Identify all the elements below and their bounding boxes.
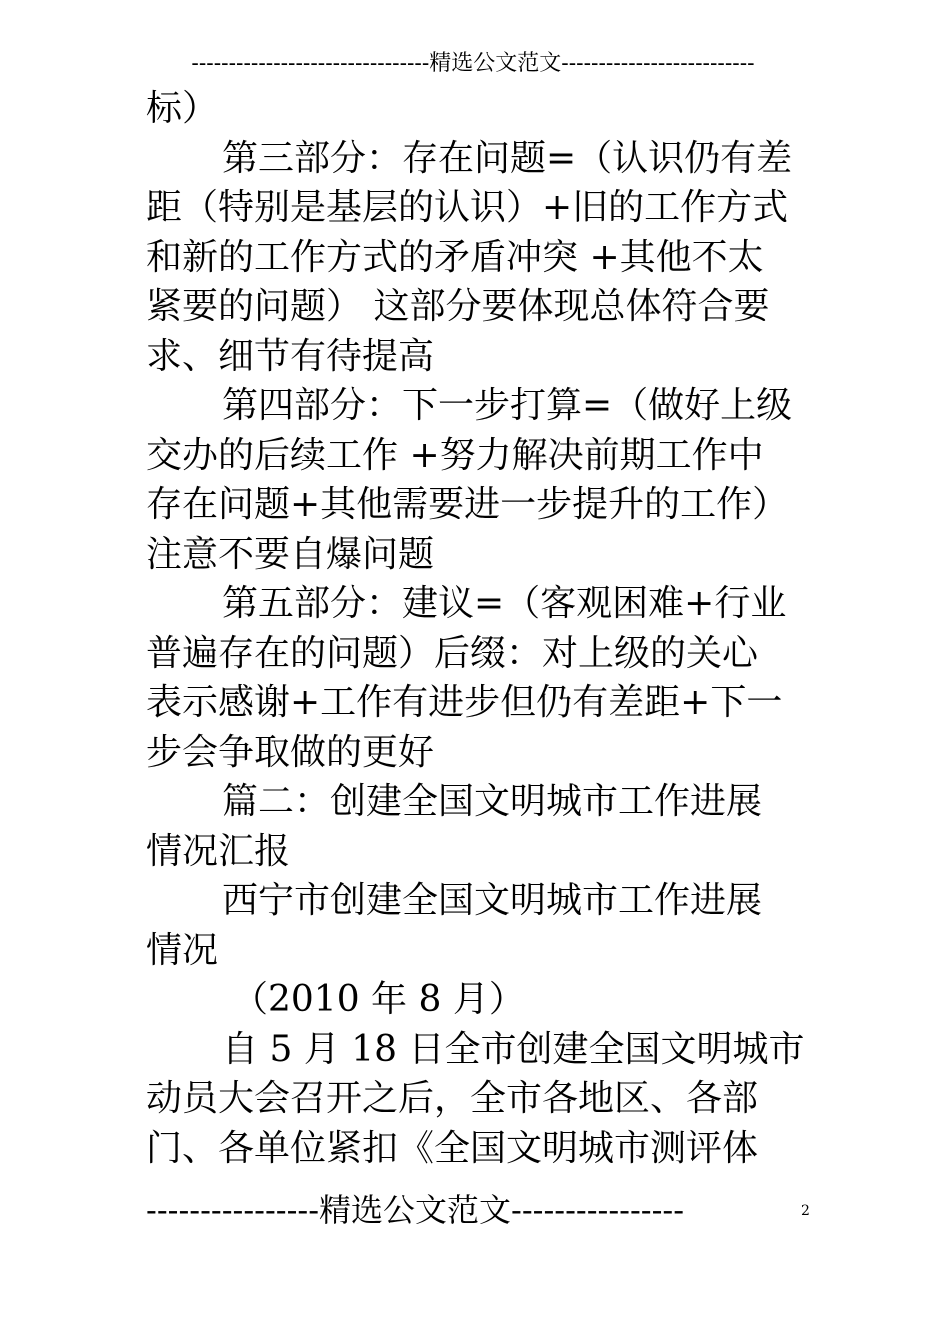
document-body	[146, 84, 808, 1173]
text-line: 动员大会召开之后，全市各地区、各部	[146, 1078, 759, 1119]
page-footer: ----------------精选公文范文----------------	[146, 1191, 685, 1229]
text-line: 第四部分：下一步打算=（做好上级	[222, 385, 793, 426]
text-line: 求、细节有待提高	[146, 335, 435, 377]
text-line: 标）	[146, 88, 219, 129]
text-line: 距（特别是基层的认识）+旧的工作方式	[146, 187, 789, 228]
text-line: 步会争取做的更好	[146, 731, 435, 773]
text-line: 和新的工作方式的矛盾冲突 +其他不太	[146, 236, 764, 278]
page-header: --------------------------------精选公文范文--------------------------	[191, 51, 755, 76]
section-title: 篇二：创建全国文明城市工作进展	[222, 781, 763, 822]
text-line: 第三部分：存在问题=（认识仍有差	[222, 137, 793, 179]
text-line: 紧要的问题） 这部分要体现总体符合要	[146, 286, 770, 327]
text-line: 注意不要自爆问题	[146, 533, 435, 575]
text-line: 门、各单位紧扣《全国文明城市测评体	[146, 1127, 759, 1169]
text-line: 表示感谢+工作有进步但仍有差距+下一	[146, 682, 783, 723]
text-line: 普遍存在的问题）后缀：对上级的关心	[146, 632, 759, 674]
text-line: 自 5 月 18 日全市创建全国文明城市	[222, 1028, 805, 1070]
page-number: 2	[801, 1203, 810, 1219]
text-line: 交办的后续工作 +努力解决前期工作中	[146, 434, 764, 476]
report-title: 西宁市创建全国文明城市工作进展	[222, 880, 763, 921]
report-title: 情况	[146, 929, 219, 971]
text-line: 存在问题+其他需要进一步提升的工作）	[146, 484, 789, 525]
text-line: 第五部分：建议=（客观困难+行业	[222, 583, 787, 624]
report-date: （2010 年 8 月）	[232, 979, 525, 1020]
section-title: 情况汇报	[146, 830, 291, 872]
